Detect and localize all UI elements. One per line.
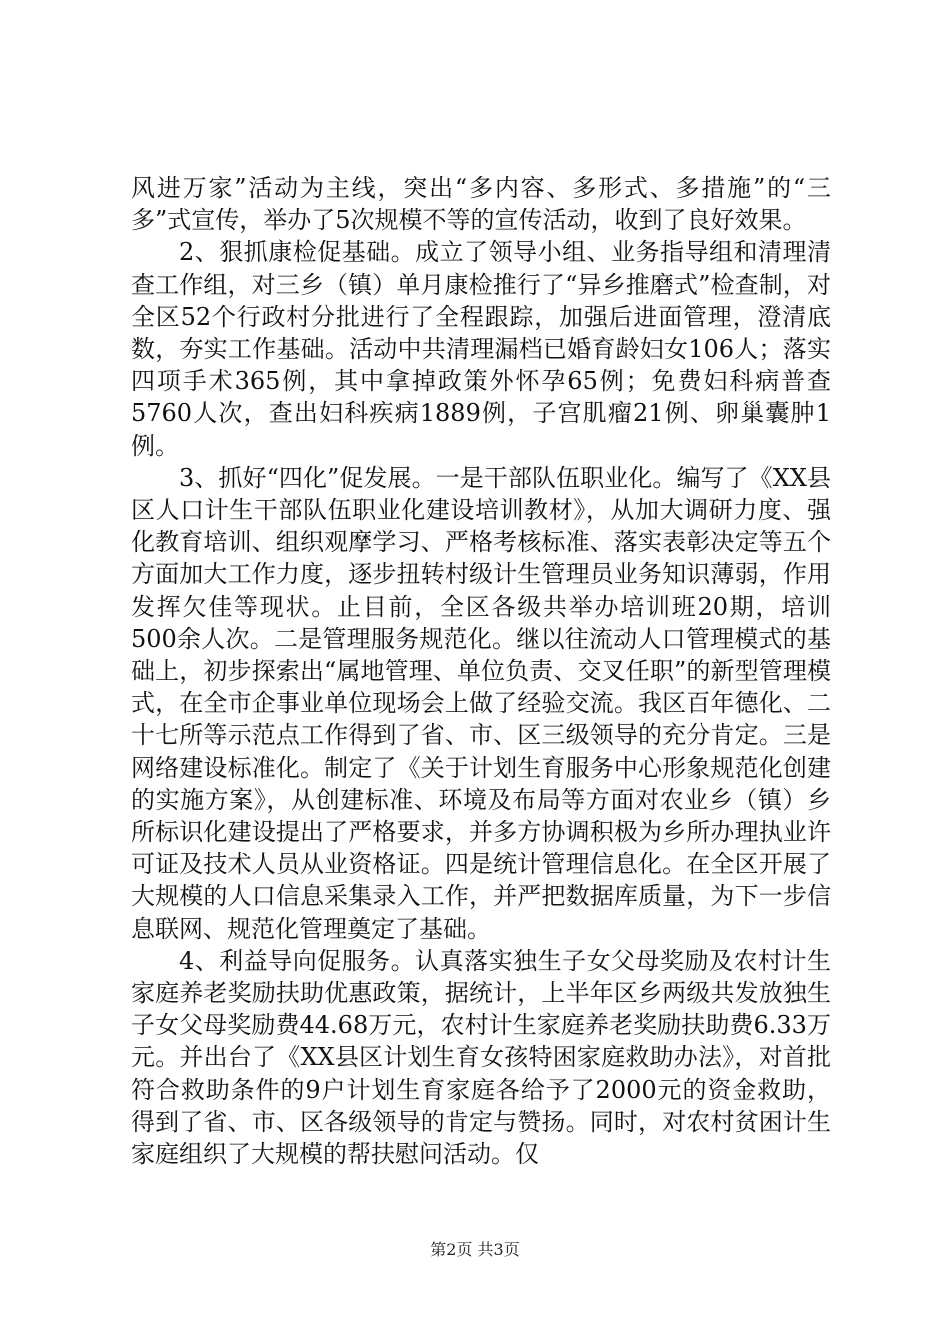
paragraph-continuation: 风进万家”活动为主线，突出“多内容、多形式、多措施”的“三多”式宣传，举办了5次规模不等的宣传活动，收到了良好效果。 [131,174,831,235]
paragraph-health-check: 2、狠抓康检促基础。成立了领导小组、业务指导组和清理清查工作组，对三乡（镇）单月康检推行了“异乡推磨式”检查制，对全区52个行政村分批进行了全程跟踪，加强后进面管理，澄清底数，夯实工作基础。活动中共清理漏档已婚育龄妇女106人；落实四项手术365例，其中拿掉政策外怀孕65例；免费妇科病普查5760人次，查出妇科疾病1889例，子宫肌瘤21例、卵巢囊肿1例。 [131,238,831,460]
page-footer: 第2页 共3页 [430,1240,520,1259]
paragraph-four-modernizations: 3、抓好“四化”促发展。一是干部队伍职业化。编写了《XX县区人口计生干部队伍职业化建设培训教材》，从加大调研力度、强化教育培训、组织观摩学习、严格考核标准、落实表彰决定等五个方面加大工作力度，逐步扭转村级计生管理员业务知识薄弱，作用发挥欠佳等现状。止目前，全区各级共举办培训班20期，培训500余人次。二是管理服务规范化。继以往流动人口管理模式的基础上，初步探索出“属地管理、单位负责、交叉任职”的新型管理模式，在全市企事业单位现场会上做了经验交流。我区百年德化、二十七所等示范点工作得到了省、市、区三级领导的充分肯定。三是网络建设标准化。制定了《关于计划生育服务中心形象规范化创建的实施方案》，从创建标准、环境及布局等方面对农业乡（镇）乡所标识化建设提出了严格要求，并多方协调积极为乡所办理执业许可证及技术人员从业资格证。四是统计管理信息化。在全区开展了大规模的人口信息采集录入工作，并严把数据库质量，为下一步信息联网、规范化管理奠定了基础。 [131,463,831,943]
document-body [131,172,831,1170]
paragraph-benefit-guidance: 4、利益导向促服务。认真落实独生子女父母奖励及农村计生家庭养老奖励扶助优惠政策，据统计，上半年区乡两级共发放独生子女父母奖励费44.68万元，农村计生家庭养老奖励扶助费6.33万元。并出台了《XX县区计划生育女孩特困家庭救助办法》，对首批符合救助条件的9户计划生育家庭各给予了2000元的资金救助，得到了省、市、区各级领导的肯定与赞扬。同时，对农村贫困计生家庭组织了大规模的帮扶慰问活动。仅 [131,946,831,1169]
